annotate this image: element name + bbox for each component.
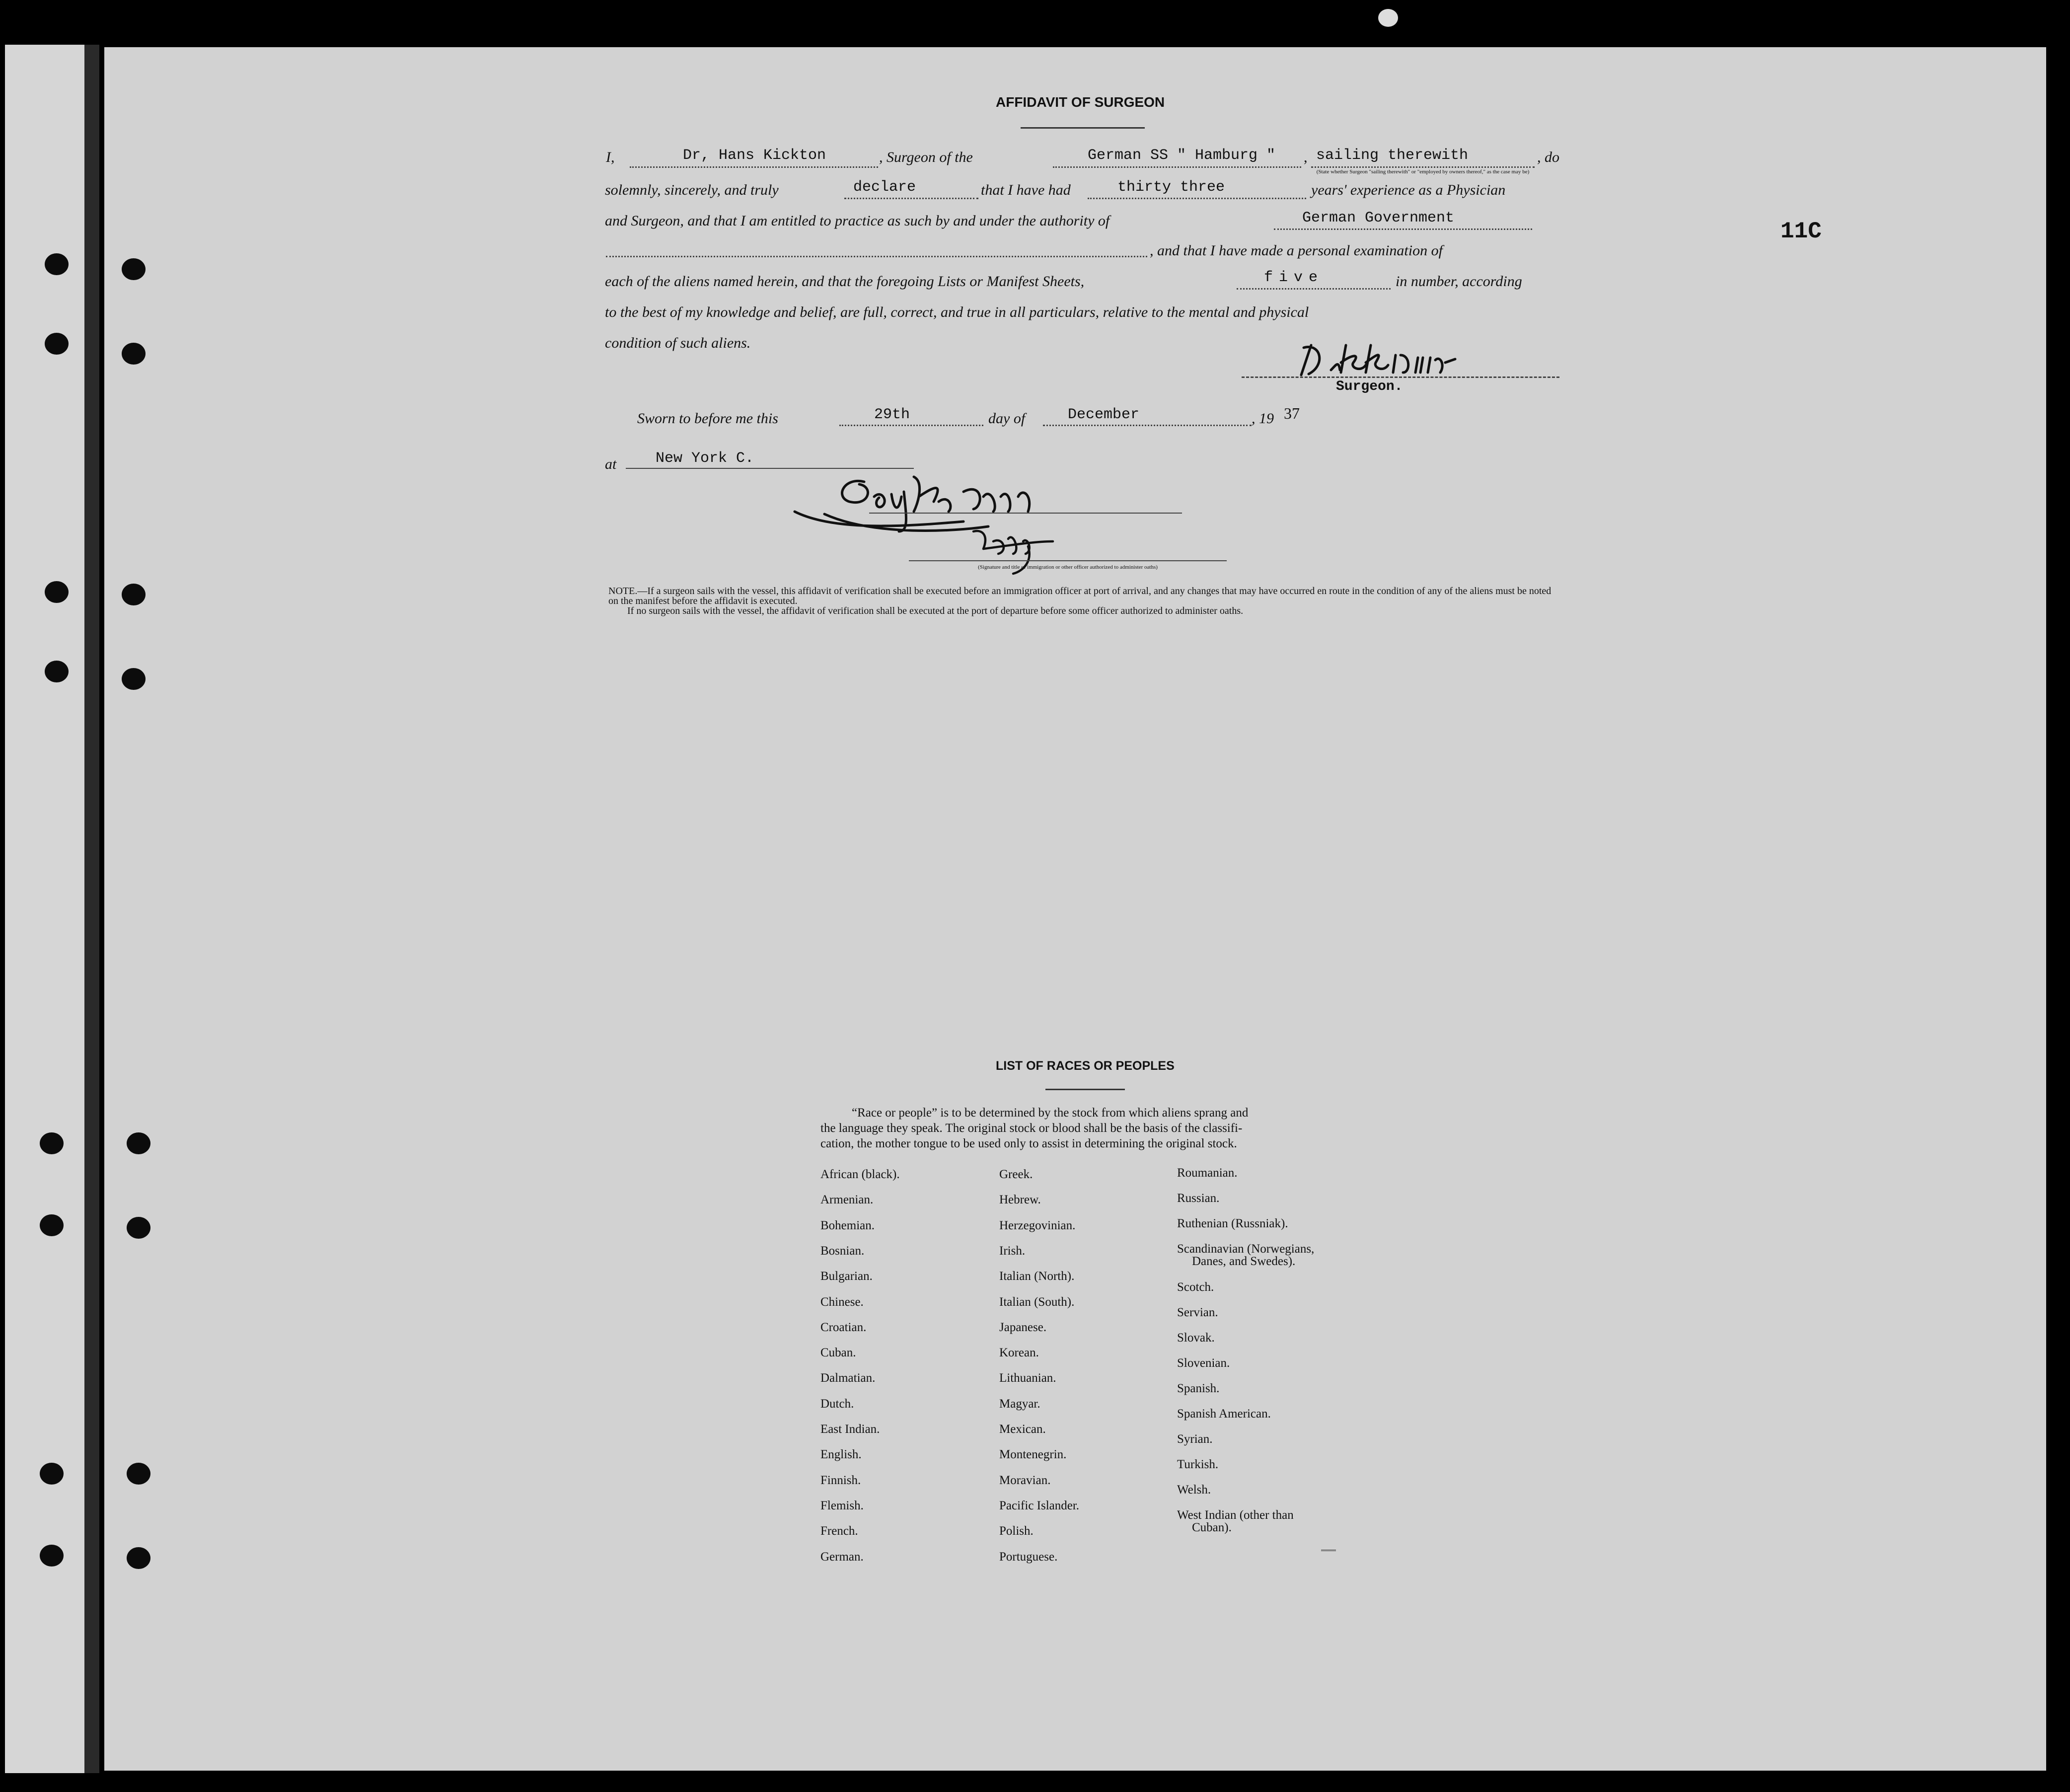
comma: , (1304, 149, 1308, 165)
race-item: Scandinavian (Norwegians, (1177, 1242, 1315, 1256)
race-item: Scotch. (1177, 1280, 1214, 1294)
sailing-status: sailing therewith (1316, 147, 1469, 164)
punch-hole (127, 1132, 150, 1154)
surgeon-name: Dr, Hans Kickton (683, 147, 826, 164)
personal-exam-text: , and that I have made a personal examination of (1150, 242, 1443, 259)
do-text: , do (1537, 149, 1559, 165)
years-experience-text: years' experience as a Physician (1311, 182, 1506, 198)
year-suffix: 37 (1284, 404, 1300, 422)
punch-hole (40, 1463, 64, 1485)
in-number-text: in number, according (1396, 273, 1522, 290)
race-item: East Indian. (820, 1422, 880, 1436)
affidavit-title: AFFIDAVIT OF SURGEON (996, 94, 1165, 110)
race-item: Croatian. (820, 1321, 867, 1334)
punch-hole (1378, 9, 1398, 27)
punch-hole (40, 1214, 64, 1236)
to-the-best-text: to the best of my knowledge and belief, are full, correct, and true in all particulars, relative to the mental and physical (605, 304, 1309, 320)
authority: German Government (1302, 210, 1455, 226)
sworn-day: 29th (874, 406, 910, 423)
punch-hole (122, 258, 146, 280)
page-number: 11C (1780, 219, 1822, 244)
sheet-count-line (1237, 288, 1391, 290)
race-item: Slovak. (1177, 1331, 1215, 1344)
affidavit-i: I, (606, 149, 615, 165)
officer-caption: (Signature and title of immigration or other officer authorized to administer oaths) (978, 564, 1158, 570)
race-item: Chinese. (820, 1295, 864, 1309)
note-1: NOTE.—If a surgeon sails with the vessel, this affidavit of verification shall be executed before an immigration officer at port of arrival, and any changes that may have occurred en route in the condition of any of the aliens must be noted on the manifest before the affidavit is executed. (608, 586, 1552, 606)
vessel-line (1053, 166, 1301, 168)
title-rule (1021, 127, 1145, 129)
punch-hole (45, 333, 69, 355)
solemnly-text: solemnly, sincerely, and truly (605, 182, 779, 198)
race-item: Dutch. (820, 1397, 854, 1411)
month-line (1043, 425, 1252, 426)
race-item: Hebrew. (999, 1193, 1041, 1206)
officer-signature-line-1 (869, 513, 1182, 514)
years-count: thirty three (1117, 179, 1225, 196)
condition-text: condition of such aliens. (605, 335, 751, 351)
race-item: Ruthenian (Russniak). (1177, 1217, 1288, 1230)
races-title: LIST OF RACES OR PEOPLES (996, 1059, 1175, 1073)
surgeon-of-the-text: , Surgeon of the (879, 149, 973, 165)
race-item: Montenegrin. (999, 1448, 1067, 1461)
race-item: Japanese. (999, 1321, 1047, 1334)
sworn-place: New York C. (656, 450, 754, 467)
punch-hole (45, 661, 69, 682)
and-surgeon-text: and Surgeon, and that I am entitled to practice as such by and under the authority of (605, 213, 1110, 229)
day-of-text: day of (988, 410, 1026, 427)
year-prefix: , 19 (1252, 410, 1274, 427)
book-binding (84, 45, 99, 1773)
race-item: Mexican. (999, 1422, 1046, 1436)
race-item: Pacific Islander. (999, 1499, 1080, 1512)
surgeon-label: Surgeon. (1336, 379, 1403, 394)
race-item: Bosnian. (820, 1244, 865, 1258)
race-item: Italian (North). (999, 1269, 1075, 1283)
race-item: Polish. (999, 1524, 1034, 1538)
race-item: Russian. (1177, 1192, 1220, 1205)
punch-hole (122, 668, 146, 690)
vessel-name: German SS " Hamburg " (1088, 147, 1276, 164)
punch-hole (40, 1132, 64, 1154)
punch-hole (122, 584, 146, 605)
at-text: at (605, 456, 617, 472)
race-item: Slovenian. (1177, 1356, 1230, 1370)
race-item: Lithuanian. (999, 1371, 1056, 1385)
races-intro-1: “Race or people” is to be determined by the stock from which aliens sprang and (852, 1106, 1249, 1120)
race-item: Flemish. (820, 1499, 864, 1512)
race-item: Armenian. (820, 1193, 874, 1206)
years-line (1088, 198, 1306, 199)
day-line (839, 425, 983, 426)
race-item: Magyar. (999, 1397, 1040, 1411)
each-of-text: each of the aliens named herein, and that the foregoing Lists or Manifest Sheets, (605, 273, 1085, 290)
race-item: Dalmatian. (820, 1371, 876, 1385)
race-item: Italian (South). (999, 1295, 1075, 1309)
race-item: German. (820, 1550, 864, 1564)
race-item: Portuguese. (999, 1550, 1058, 1564)
race-item: Herzegovinian. (999, 1219, 1076, 1232)
race-item: Cuban). (1192, 1521, 1232, 1534)
race-item: African (black). (820, 1168, 900, 1181)
punch-hole (127, 1463, 150, 1485)
races-intro-3: cation, the mother tongue to be used only to assist in determining the original stock. (820, 1137, 1237, 1150)
punch-hole (45, 253, 69, 275)
race-item: Syrian. (1177, 1432, 1213, 1446)
punch-hole (127, 1217, 150, 1239)
sworn-month: December (1068, 406, 1140, 423)
race-item: Spanish. (1177, 1382, 1220, 1395)
race-item: Greek. (999, 1168, 1033, 1181)
surgeon-signature (1291, 335, 1500, 382)
authority-line (1274, 228, 1532, 230)
race-item: Irish. (999, 1244, 1026, 1258)
that-i-have-had-text: that I have had (981, 182, 1071, 198)
races-title-rule (1045, 1089, 1125, 1090)
race-item: Servian. (1177, 1306, 1218, 1319)
sailing-status-note: (State whether Surgeon "sailing therewith" or "employed by owners thereof," as the case may be) (1316, 169, 1530, 175)
race-item: English. (820, 1448, 862, 1461)
sworn-text: Sworn to before me this (637, 410, 778, 427)
declare: declare (853, 179, 916, 196)
race-item: French. (820, 1524, 858, 1538)
punch-hole (122, 343, 146, 365)
surgeon-name-line (630, 166, 878, 168)
left-page-edge (5, 45, 89, 1773)
race-item: West Indian (other than (1177, 1508, 1294, 1522)
race-item: Bohemian. (820, 1219, 875, 1232)
race-item: Welsh. (1177, 1483, 1211, 1496)
race-item: Turkish. (1177, 1458, 1219, 1471)
race-item: Roumanian. (1177, 1166, 1238, 1180)
surgeon-signature-line (1242, 376, 1559, 378)
race-item: Danes, and Swedes). (1192, 1255, 1296, 1268)
punch-hole (45, 581, 69, 603)
sheet-count: five (1264, 269, 1324, 286)
race-item: Finnish. (820, 1474, 861, 1487)
sailing-status-line (1311, 166, 1535, 168)
officer-signature-line-2 (909, 560, 1227, 561)
authority-continuation-line (606, 256, 1147, 257)
race-item: Cuban. (820, 1346, 856, 1359)
race-item: Moravian. (999, 1474, 1051, 1487)
punch-hole (127, 1547, 150, 1569)
form-mark (1321, 1550, 1336, 1551)
punch-hole (40, 1545, 64, 1567)
race-item: Bulgarian. (820, 1269, 873, 1283)
declare-line (844, 198, 978, 199)
note-2: If no surgeon sails with the vessel, the affidavit of verification shall be executed at the port of departure before some officer authorized to administer oaths. (627, 605, 1244, 616)
races-intro-2: the language they speak. The original stock or blood shall be the basis of the classifi- (820, 1121, 1243, 1135)
race-item: Spanish American. (1177, 1407, 1271, 1420)
race-item: Korean. (999, 1346, 1039, 1359)
